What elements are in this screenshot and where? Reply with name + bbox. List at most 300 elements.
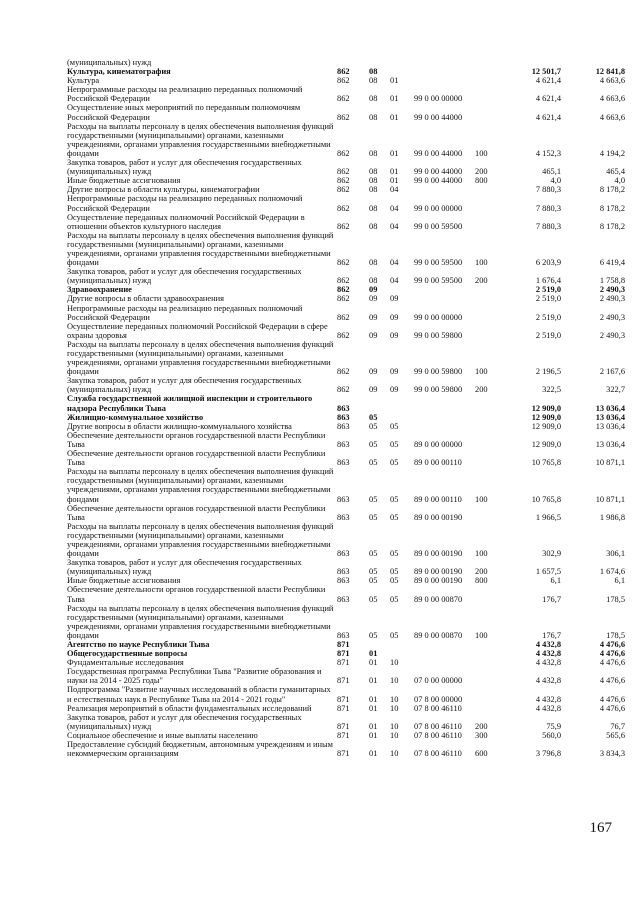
subsection-code: 10 [390, 721, 399, 731]
subsection-code: 05 [390, 549, 399, 559]
target-article: 07 8 00 46110 [414, 721, 462, 731]
page-number: 167 [589, 820, 612, 836]
amount-2023: 12 501,7 [531, 67, 561, 77]
subsection-code: 09 [390, 330, 399, 340]
table-row [67, 58, 625, 67]
section-code: 01 [369, 730, 378, 740]
amount-2024: 13 036,4 [595, 439, 625, 449]
row-name: Другие вопросы в области культуры, кинематографии [67, 185, 260, 195]
amount-2023: 3 796,8 [535, 749, 561, 759]
amount-2023: 4 621,4 [535, 76, 561, 86]
amount-2024: 4 476,6 [599, 676, 625, 686]
section-code: 08 [369, 76, 378, 86]
target-article: 89 0 00 00190 [414, 567, 463, 577]
subsection-code: 10 [390, 749, 399, 759]
row-name: Осуществление переданных полномочий Российской Федерации в отношении объектов культурного наследия [67, 212, 305, 231]
amount-2023: 7 880,3 [535, 221, 561, 231]
amount-2024: 4,0 [614, 176, 625, 186]
subsection-code: 10 [390, 658, 399, 668]
section-code: 01 [369, 721, 378, 731]
table-row [67, 449, 625, 467]
target-article: 99 0 00 44000 [414, 167, 463, 177]
amount-2023: 2 519,0 [535, 312, 561, 322]
ministry-code: 862 [337, 203, 350, 213]
section-code: 05 [369, 549, 378, 559]
ministry-code: 862 [337, 221, 350, 231]
target-article: 99 0 00 00000 [414, 203, 463, 213]
section-code: 08 [369, 221, 378, 231]
table-row [67, 640, 625, 649]
section-code: 01 [369, 749, 378, 759]
target-article: 07 8 00 00000 [414, 694, 463, 704]
amount-2023: 1 657,5 [535, 567, 561, 577]
table-row [67, 267, 625, 285]
row-name: Культура, кинематография [67, 67, 171, 77]
row-name: Другие вопросы в области жилищно-коммунального хозяйства [67, 421, 292, 431]
ministry-code: 862 [337, 67, 350, 77]
expense-type: 800 [475, 576, 488, 586]
row-name: Закупка товаров, работ и услуг для обеспечения государственных (муниципальных) нужд [67, 158, 302, 177]
section-code: 08 [369, 112, 378, 122]
section-code: 08 [369, 203, 378, 213]
ministry-code: 862 [337, 176, 350, 186]
table-row [67, 231, 625, 267]
ministry-code: 862 [337, 258, 350, 268]
row-name: Закупка товаров, работ и услуг для обеспечения государственных (муниципальных) нужд [67, 267, 302, 286]
expense-type: 600 [475, 749, 488, 759]
target-article: 07 0 00 00000 [414, 676, 463, 686]
amount-2024: 10 871,1 [595, 458, 625, 468]
ministry-code: 863 [337, 458, 350, 468]
table-row [67, 394, 625, 412]
table-row [67, 285, 625, 294]
subsection-code: 01 [390, 148, 399, 158]
ministry-code: 871 [337, 694, 350, 704]
subsection-code: 10 [390, 694, 399, 704]
row-name: Закупка товаров, работ и услуг для обеспечения государственных (муниципальных) нужд [67, 376, 302, 395]
amount-2024: 4 476,6 [599, 649, 625, 659]
target-article: 07 8 00 46110 [414, 749, 462, 759]
subsection-code: 05 [390, 594, 399, 604]
amount-2023: 176,7 [542, 594, 561, 604]
section-code: 01 [369, 649, 378, 659]
expense-type: 100 [475, 630, 488, 640]
amount-2024: 2 167,6 [599, 367, 625, 377]
expense-type: 200 [475, 567, 488, 577]
section-code: 08 [369, 176, 378, 186]
row-name: Непрограммные расходы на реализацию переданных полномочий Российской Федерации [67, 85, 303, 104]
row-name: Расходы на выплаты персоналу в целях обеспечения выполнения функций государственными (муниципальными) органами, казенными учреждениями, органами управления государственными внебюджетными фондами [67, 339, 334, 377]
row-name: Предоставление субсидий бюджетным, автономным учреждениям и иным некоммерческим организациям [67, 740, 333, 759]
amount-2023: 4 432,8 [535, 658, 561, 668]
row-name: Реализация мероприятий в области фундаментальных исследований [67, 703, 312, 713]
table-row [67, 667, 625, 685]
table-row [67, 740, 625, 758]
section-code: 09 [369, 285, 378, 295]
amount-2023: 4 152,3 [535, 148, 561, 158]
amount-2024: 4 476,6 [599, 658, 625, 668]
table-row [67, 504, 625, 522]
amount-2023: 7 880,3 [535, 203, 561, 213]
row-name: Расходы на выплаты персоналу в целях обеспечения выполнения функций государственными (муниципальными) органами, казенными учреждениями, органами управления государственными внебюджетными фондами [67, 603, 334, 640]
amount-2023: 4,0 [550, 176, 561, 186]
section-code: 05 [369, 439, 378, 449]
target-article: 99 0 00 59800 [414, 385, 463, 395]
amount-2024: 2 490,3 [599, 294, 625, 304]
ministry-code: 871 [337, 703, 350, 713]
amount-2023: 4 621,4 [535, 112, 561, 122]
expense-type: 200 [475, 385, 488, 395]
ministry-code: 862 [337, 276, 350, 286]
expense-type: 100 [475, 367, 488, 377]
amount-2023: 2 519,0 [535, 285, 561, 295]
section-code: 05 [369, 567, 378, 577]
row-name: (муниципальных) нужд [67, 58, 152, 67]
table-row [67, 103, 625, 121]
ministry-code: 863 [337, 567, 350, 577]
target-article: 99 0 00 44000 [414, 112, 463, 122]
table-row [67, 294, 625, 303]
row-name: Культура [67, 76, 100, 86]
table-row [67, 431, 625, 449]
subsection-code: 05 [390, 458, 399, 468]
table-row [67, 467, 625, 503]
section-code: 05 [369, 421, 378, 431]
amount-2024: 12 841,8 [595, 67, 625, 77]
amount-2024: 8 178,2 [599, 221, 625, 231]
ministry-code: 862 [337, 148, 350, 158]
amount-2023: 12 909,0 [531, 403, 561, 413]
table-row [67, 67, 625, 76]
amount-2024: 76,7 [610, 721, 625, 731]
amount-2023: 322,5 [542, 385, 561, 395]
ministry-code: 862 [337, 112, 350, 122]
target-article: 89 0 00 00190 [414, 576, 463, 586]
row-name: Осуществление переданных полномочий Российской Федерации в сфере охраны здоровья [67, 321, 328, 340]
row-name: Расходы на выплаты персоналу в целях обеспечения выполнения функций государственными (муниципальными) органами, казенными учреждениями, органами управления государственными внебюджетными фондами [67, 121, 334, 158]
amount-2023: 4 432,8 [535, 703, 561, 713]
table-row [67, 194, 625, 212]
section-code: 08 [369, 258, 378, 268]
amount-2024: 4 476,6 [599, 640, 625, 649]
subsection-code: 09 [390, 367, 399, 377]
amount-2023: 75,9 [546, 721, 561, 731]
amount-2024: 13 036,4 [595, 403, 625, 413]
table-row [67, 213, 625, 231]
section-code: 01 [369, 658, 378, 668]
row-name: Иные бюджетные ассигнования [67, 176, 181, 186]
expense-type: 100 [475, 494, 488, 504]
ministry-code: 862 [337, 185, 350, 195]
subsection-code: 04 [390, 276, 399, 286]
subsection-code: 05 [390, 512, 399, 522]
ministry-code: 871 [337, 649, 350, 659]
section-code: 05 [369, 494, 378, 504]
ministry-code: 863 [337, 594, 350, 604]
ministry-code: 862 [337, 312, 350, 322]
subsection-code: 09 [390, 312, 399, 322]
target-article: 89 0 00 00000 [414, 439, 463, 449]
ministry-code: 862 [337, 94, 350, 104]
ministry-code: 863 [337, 576, 350, 586]
row-name: Здравоохранение [67, 285, 132, 295]
amount-2024: 4 663,6 [599, 76, 625, 86]
subsection-code: 01 [390, 76, 399, 86]
subsection-code: 05 [390, 421, 399, 431]
ministry-code: 862 [337, 367, 350, 377]
expense-type: 200 [475, 167, 488, 177]
expense-type: 200 [475, 276, 488, 286]
ministry-code: 862 [337, 294, 350, 304]
ministry-code: 862 [337, 167, 350, 177]
table-row [67, 76, 625, 85]
section-code: 05 [369, 576, 378, 586]
row-name: Расходы на выплаты персоналу в целях обеспечения выполнения функций государственными (муниципальными) органами, казенными учреждениями, органами управления государственными внебюджетными фондами [67, 467, 334, 504]
amount-2024: 13 036,4 [595, 421, 625, 431]
section-code: 08 [369, 276, 378, 286]
subsection-code: 01 [390, 167, 399, 177]
expense-type: 300 [475, 730, 488, 740]
subsection-code: 10 [390, 676, 399, 686]
row-name: Фундаментальные исследования [67, 658, 184, 668]
amount-2023: 4 432,8 [535, 649, 561, 659]
row-name: Социальное обеспечение и иные выплаты населению [67, 730, 258, 740]
target-article: 89 0 00 00870 [414, 630, 463, 640]
amount-2024: 6,1 [614, 576, 625, 586]
ministry-code: 863 [337, 403, 350, 413]
amount-2023: 7 880,3 [535, 185, 561, 195]
table-row [67, 658, 625, 667]
ministry-code: 863 [337, 421, 350, 431]
ministry-code: 863 [337, 630, 350, 640]
section-code: 05 [369, 594, 378, 604]
ministry-code: 871 [337, 640, 350, 649]
subsection-code: 05 [390, 567, 399, 577]
target-article: 07 8 00 46110 [414, 730, 462, 740]
target-article: 89 0 00 00110 [414, 494, 462, 504]
target-article: 99 0 00 44000 [414, 148, 463, 158]
section-code: 05 [369, 412, 378, 422]
row-name: Закупка товаров, работ и услуг для обеспечения государственных (муниципальных) нужд [67, 712, 302, 731]
table-row [67, 340, 625, 376]
amount-2024: 2 490,3 [599, 330, 625, 340]
subsection-code: 10 [390, 730, 399, 740]
table-row [67, 585, 625, 603]
subsection-code: 05 [390, 439, 399, 449]
section-code: 09 [369, 385, 378, 395]
subsection-code: 04 [390, 203, 399, 213]
table-row [67, 685, 625, 703]
amount-2023: 1 966,5 [535, 512, 561, 522]
target-article: 89 0 00 00110 [414, 458, 462, 468]
amount-2023: 12 909,0 [531, 421, 561, 431]
ministry-code: 863 [337, 512, 350, 522]
section-code: 01 [369, 676, 378, 686]
subsection-code: 09 [390, 294, 399, 304]
subsection-code: 01 [390, 176, 399, 186]
amount-2024: 4 476,6 [599, 694, 625, 704]
row-name: Иные бюджетные ассигнования [67, 576, 181, 586]
row-name: Расходы на выплаты персоналу в целях обеспечения выполнения функций государственными (муниципальными) органами, казенными учреждениями, органами управления государственными внебюджетными фондами [67, 230, 334, 268]
row-name: Государственная программа Республики Тыва "Развитие образования и науки на 2014 - 2025 годы" [67, 667, 322, 686]
amount-2024: 8 178,2 [599, 203, 625, 213]
amount-2023: 4 432,8 [535, 640, 561, 649]
table-row [67, 558, 625, 576]
ministry-code: 871 [337, 658, 350, 668]
table-row [67, 85, 625, 103]
row-name: Непрограммные расходы на реализацию переданных полномочий Российской Федерации [67, 303, 303, 322]
row-name: Подпрограмма "Развитие научных исследований в области гуманитарных и естественных наук в Республике Тыва на 2014 - 2021 годы" [67, 685, 331, 704]
table-row [67, 649, 625, 658]
section-code: 08 [369, 167, 378, 177]
amount-2024: 8 178,2 [599, 185, 625, 195]
target-article: 99 0 00 59500 [414, 258, 463, 268]
subsection-code: 05 [390, 494, 399, 504]
ministry-code: 863 [337, 412, 350, 422]
amount-2024: 13 036,4 [595, 412, 625, 422]
amount-2024: 2 490,3 [599, 285, 625, 295]
expense-type: 100 [475, 258, 488, 268]
amount-2023: 2 519,0 [535, 330, 561, 340]
amount-2024: 565,6 [606, 730, 625, 740]
row-name: Непрограммные расходы на реализацию переданных полномочий Российской Федерации [67, 194, 303, 213]
amount-2024: 4 663,6 [599, 94, 625, 104]
section-code: 01 [369, 703, 378, 713]
amount-2023: 4 432,8 [535, 694, 561, 704]
section-code: 05 [369, 512, 378, 522]
target-article: 89 0 00 00190 [414, 512, 463, 522]
amount-2024: 4 476,6 [599, 703, 625, 713]
target-article: 99 0 00 59800 [414, 367, 463, 377]
amount-2024: 1 986,8 [599, 512, 625, 522]
row-name: Обеспечение деятельности органов государственной власти Республики Тыва [67, 503, 326, 522]
target-article: 07 8 00 46110 [414, 703, 462, 713]
subsection-code: 05 [390, 630, 399, 640]
section-code: 01 [369, 694, 378, 704]
subsection-code: 01 [390, 112, 399, 122]
amount-2024: 6 419,4 [599, 258, 625, 268]
row-name: Закупка товаров, работ и услуг для обеспечения государственных (муниципальных) нужд [67, 558, 302, 577]
table-row [67, 176, 625, 185]
target-article: 99 0 00 59500 [414, 221, 463, 231]
subsection-code: 05 [390, 576, 399, 586]
amount-2024: 4 663,6 [599, 112, 625, 122]
section-code: 05 [369, 458, 378, 468]
section-code: 09 [369, 367, 378, 377]
table-row [67, 713, 625, 731]
row-name: Жилищно-коммунальное хозяйство [67, 412, 204, 422]
section-code: 09 [369, 312, 378, 322]
row-name: Обеспечение деятельности органов государственной власти Республики Тыва [67, 430, 326, 449]
table-row [67, 322, 625, 340]
amount-2023: 560,0 [542, 730, 561, 740]
ministry-code: 862 [337, 330, 350, 340]
subsection-code: 04 [390, 185, 399, 195]
ministry-code: 871 [337, 721, 350, 731]
amount-2024: 178,5 [606, 630, 625, 640]
subsection-code: 04 [390, 258, 399, 268]
section-code: 08 [369, 94, 378, 104]
subsection-code: 01 [390, 94, 399, 104]
ministry-code: 863 [337, 494, 350, 504]
amount-2024: 2 490,3 [599, 312, 625, 322]
table-row [67, 731, 625, 740]
expense-type: 100 [475, 148, 488, 158]
ministry-code: 862 [337, 385, 350, 395]
amount-2023: 12 909,0 [531, 412, 561, 422]
section-code: 08 [369, 185, 378, 195]
ministry-code: 862 [337, 285, 350, 295]
section-code: 09 [369, 330, 378, 340]
amount-2024: 1 674,6 [599, 567, 625, 577]
budget-table [67, 58, 625, 758]
amount-2023: 10 765,8 [531, 458, 561, 468]
row-name: Общегосударственные вопросы [67, 649, 188, 659]
amount-2024: 465,4 [606, 167, 625, 177]
amount-2023: 2 196,5 [535, 367, 561, 377]
subsection-code: 09 [390, 385, 399, 395]
table-row [67, 704, 625, 713]
subsection-code: 10 [390, 703, 399, 713]
ministry-code: 863 [337, 439, 350, 449]
table-row [67, 604, 625, 640]
table-row [67, 304, 625, 322]
table-row [67, 576, 625, 585]
table-row [67, 376, 625, 394]
amount-2024: 4 194,2 [599, 148, 625, 158]
row-name: Агентство по науке Республики Тыва [67, 640, 210, 649]
amount-2024: 1 758,8 [599, 276, 625, 286]
amount-2024: 322,7 [606, 385, 625, 395]
table-row [67, 185, 625, 194]
amount-2024: 178,5 [606, 594, 625, 604]
target-article: 99 0 00 59800 [414, 330, 463, 340]
amount-2023: 6,1 [550, 576, 561, 586]
table-row [67, 158, 625, 176]
ministry-code: 863 [337, 549, 350, 559]
row-name: Обеспечение деятельности органов государственной власти Республики Тыва [67, 449, 326, 468]
target-article: 99 0 00 44000 [414, 176, 463, 186]
table-row [67, 122, 625, 158]
subsection-code: 04 [390, 221, 399, 231]
target-article: 89 0 00 00190 [414, 549, 463, 559]
expense-type: 200 [475, 721, 488, 731]
table-row [67, 422, 625, 431]
amount-2023: 12 909,0 [531, 439, 561, 449]
ministry-code: 871 [337, 730, 350, 740]
expense-type: 800 [475, 176, 488, 186]
table-row [67, 522, 625, 558]
ministry-code: 871 [337, 749, 350, 759]
section-code: 05 [369, 630, 378, 640]
row-name: Расходы на выплаты персоналу в целях обеспечения выполнения функций государственными (муниципальными) органами, казенными учреждениями, органами управления государственными внебюджетными фондами [67, 521, 334, 559]
table-row [67, 413, 625, 422]
row-name: Служба государственной жилищной инспекции и строительного надзора Республики Тыва [67, 394, 313, 413]
amount-2023: 1 676,4 [535, 276, 561, 286]
expense-type: 100 [475, 549, 488, 559]
target-article: 99 0 00 59500 [414, 276, 463, 286]
amount-2024: 306,1 [606, 549, 625, 559]
amount-2023: 4 432,8 [535, 676, 561, 686]
section-code: 09 [369, 294, 378, 304]
section-code: 08 [369, 148, 378, 158]
amount-2024: 10 871,1 [595, 494, 625, 504]
row-name: Обеспечение деятельности органов государственной власти Республики Тыва [67, 585, 326, 604]
amount-2023: 176,7 [542, 630, 561, 640]
amount-2024: 3 834,3 [599, 749, 625, 759]
ministry-code: 871 [337, 676, 350, 686]
row-name: Осуществление иных мероприятий по переданным полномочиям Российской Федерации [67, 103, 301, 122]
